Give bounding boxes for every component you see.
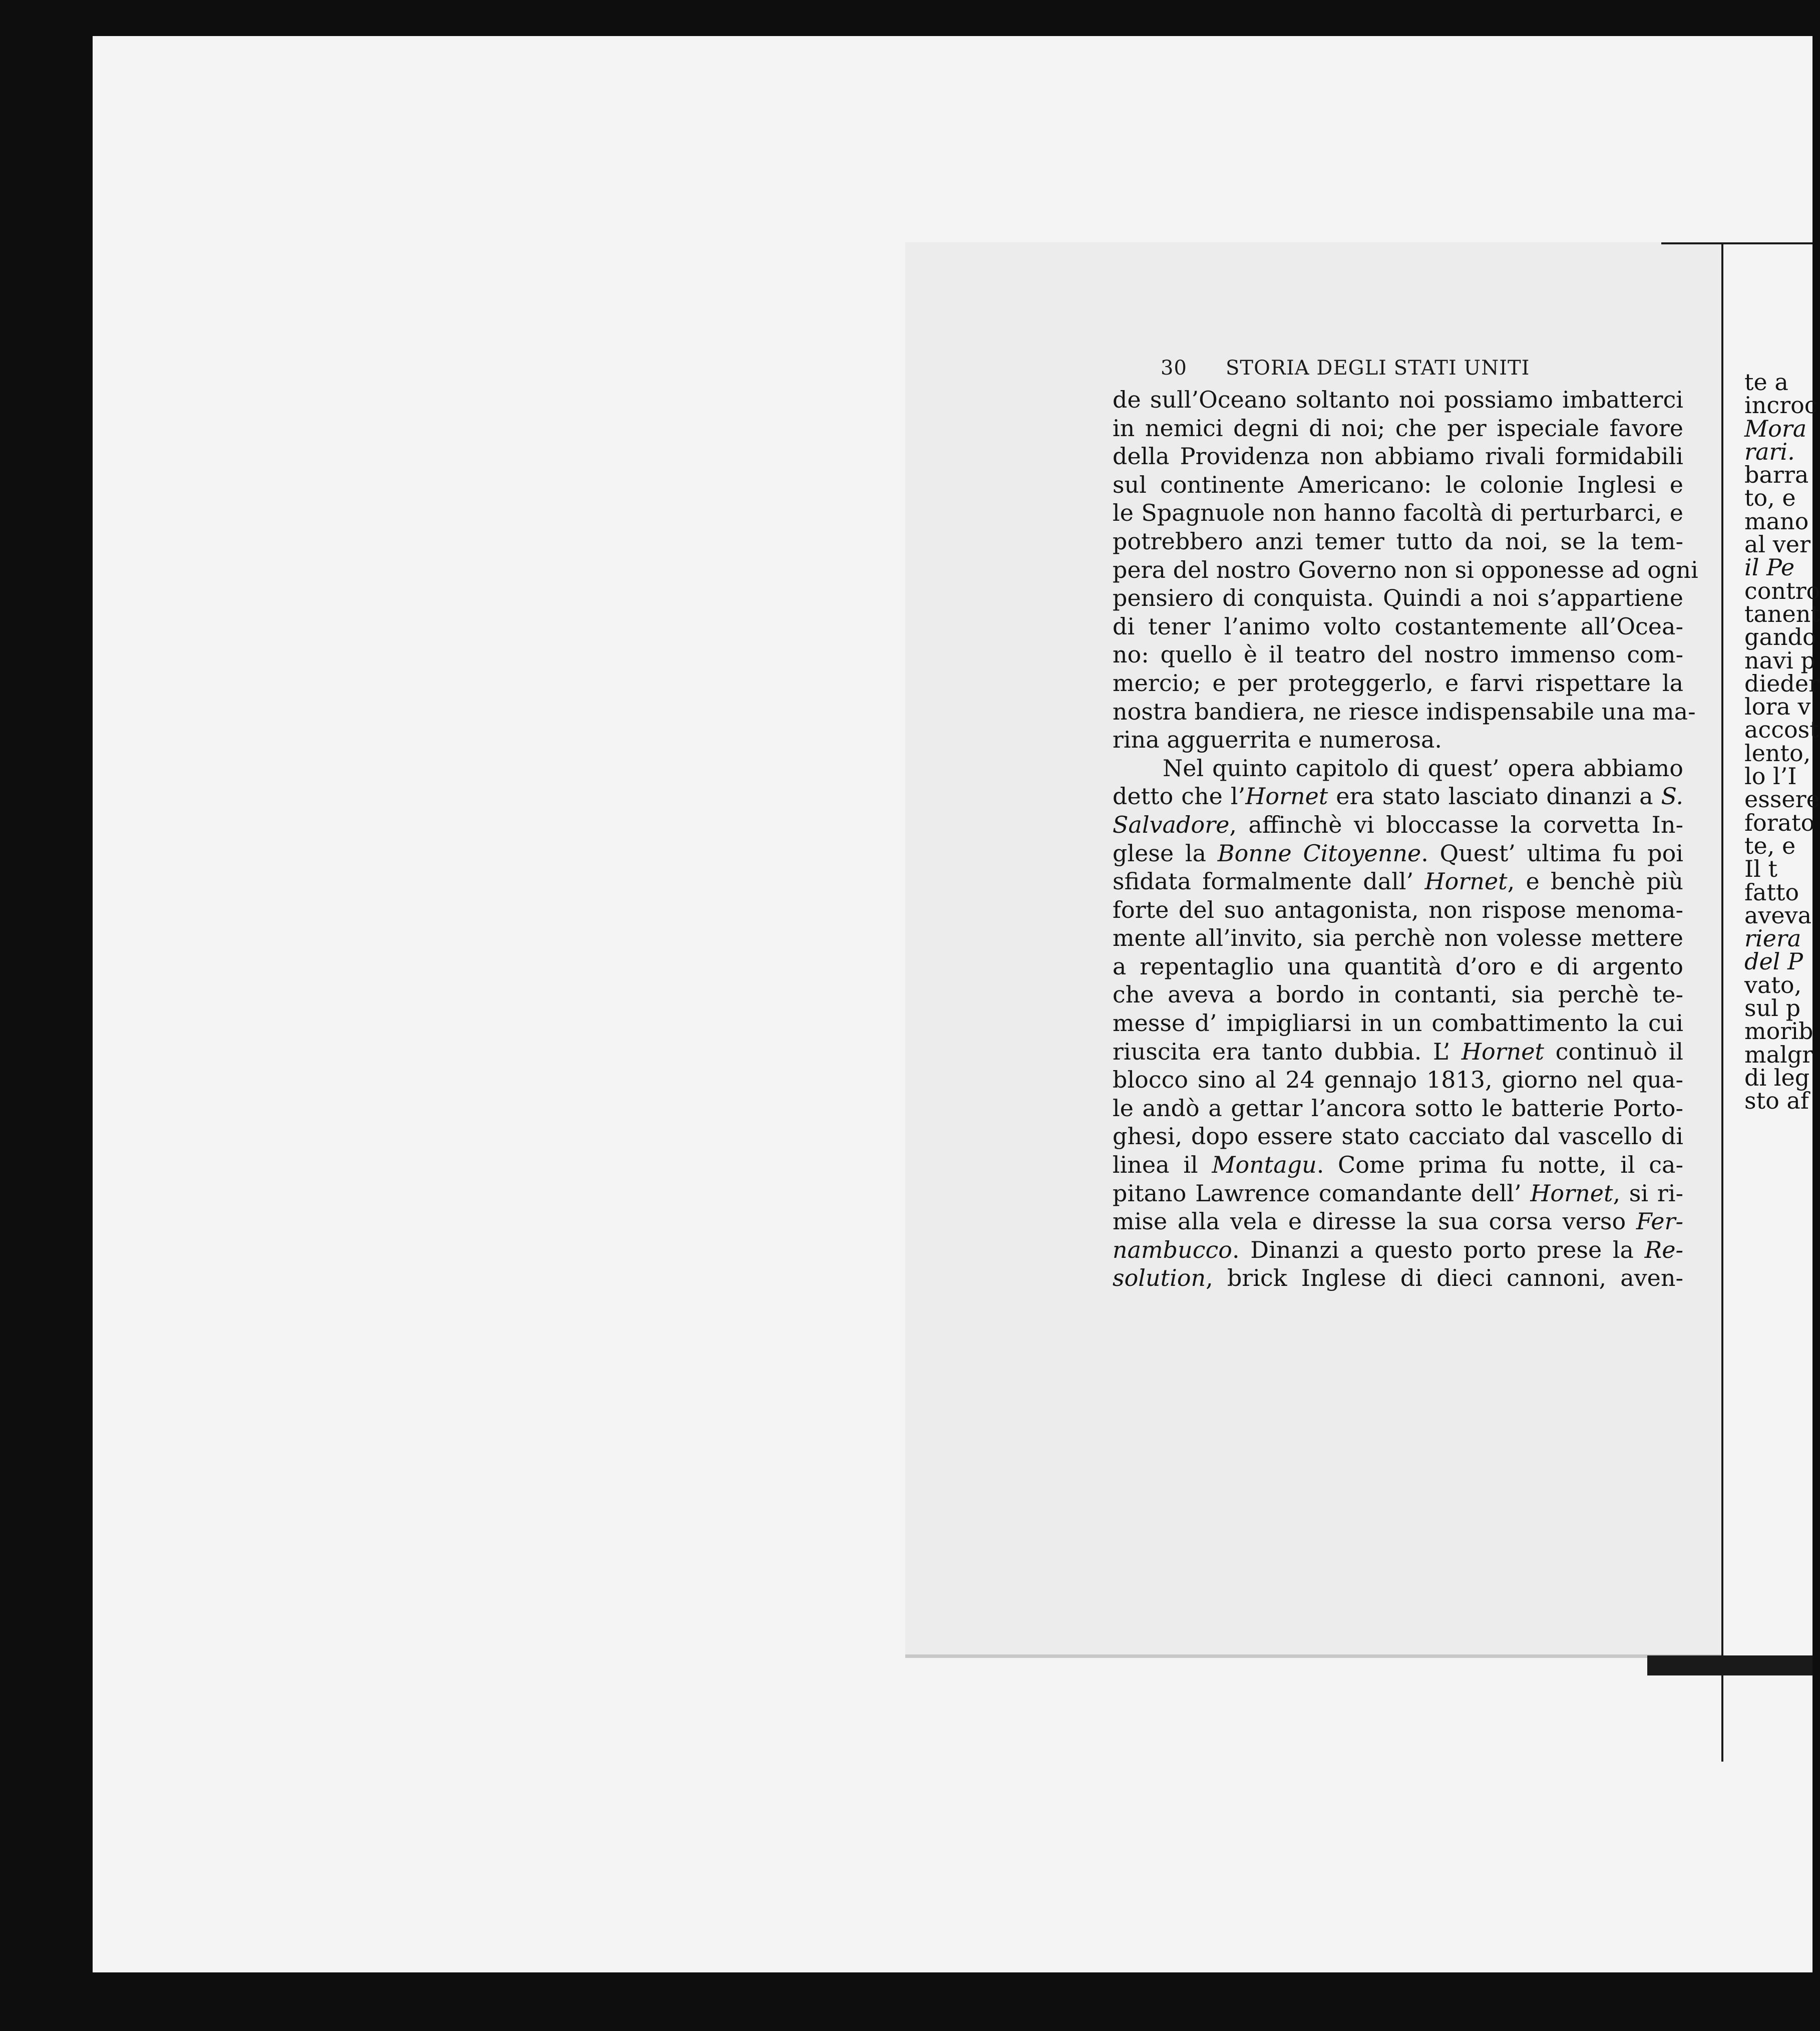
fragment-line: te a bbox=[1744, 369, 1788, 396]
running-title: STORIA DEGLI STATI UNITI bbox=[1226, 357, 1530, 380]
fragment-line: gando bbox=[1744, 623, 1816, 651]
text-line: ghesi, dopo essere stato cacciato dal vascello di bbox=[1113, 1123, 1683, 1150]
fragment-line: morib bbox=[1744, 1018, 1813, 1045]
fragment-line: tanent bbox=[1744, 600, 1820, 627]
fragment-line: Il t bbox=[1744, 855, 1777, 883]
text-line: glese la Bonne Citoyenne. Quest’ ultima fu poi bbox=[1113, 839, 1684, 867]
fragment-line: te, e bbox=[1744, 832, 1796, 859]
text-line: della Providenza non abbiamo rivali formidabili bbox=[1113, 443, 1683, 470]
text-line: mente all’invito, sia perchè non volesse mettere bbox=[1113, 924, 1683, 952]
text-line: linea il Montagu. Come prima fu notte, il ca- bbox=[1113, 1151, 1683, 1179]
text-line: pera del nostro Governo non si opponesse ad ogni bbox=[1113, 556, 1698, 583]
next-page-fragment bbox=[1744, 369, 1820, 1115]
text-line: solution, brick Inglese di dieci cannoni, aven- bbox=[1113, 1264, 1683, 1292]
fragment-line: Mora bbox=[1744, 415, 1807, 442]
page-number: 30 bbox=[1161, 357, 1187, 380]
text-line: che aveva a bordo in contanti, sia perchè te- bbox=[1113, 981, 1683, 1008]
body-text bbox=[1113, 386, 1698, 1292]
text-line: no: quello è il teatro del nostro immenso com- bbox=[1113, 641, 1683, 668]
text-line: Nel quinto capitolo di quest’ opera abbiamo bbox=[1163, 754, 1683, 782]
fragment-line: to, e bbox=[1744, 484, 1796, 512]
fragment-line: malgr bbox=[1744, 1041, 1813, 1068]
text-line: pensiero di conquista. Quindi a noi s’appartiene bbox=[1113, 584, 1683, 612]
fragment-line: vato, bbox=[1744, 971, 1802, 998]
text-line: nambucco. Dinanzi a questo porto prese la Re- bbox=[1113, 1236, 1683, 1263]
fragment-line: lento, bbox=[1744, 739, 1811, 767]
fragment-line: riera bbox=[1744, 925, 1801, 952]
text-line: mise alla vela e diresse la sua corsa verso Fer- bbox=[1113, 1208, 1683, 1235]
fragment-line: rari. bbox=[1744, 438, 1795, 465]
fragment-line: navi p bbox=[1744, 646, 1815, 674]
fragment-line: contro bbox=[1744, 577, 1820, 604]
text-line: di tener l’animo volto costantemente all’Ocea- bbox=[1113, 612, 1683, 640]
gutter-top-rule bbox=[1661, 242, 1812, 244]
text-line: le andò a gettar l’ancora sotto le batterie Porto- bbox=[1113, 1094, 1683, 1122]
fragment-line: il Pe bbox=[1744, 554, 1795, 581]
fragment-line: accost bbox=[1744, 716, 1819, 744]
fragment-line: di leg bbox=[1744, 1064, 1810, 1091]
text-line: blocco sino al 24 gennajo 1813, giorno nel qua- bbox=[1113, 1066, 1683, 1094]
text-line: potrebbero anzi temer tutto da noi, se la tem- bbox=[1113, 527, 1683, 555]
fragment-line: sul p bbox=[1744, 994, 1801, 1022]
fragment-line: fatto bbox=[1744, 878, 1799, 906]
fragment-line: mano bbox=[1744, 507, 1809, 535]
text-line: de sull’Oceano soltanto noi possiamo imbatterci bbox=[1113, 386, 1683, 413]
text-line: sul continente Americano: le colonie Inglesi e bbox=[1113, 471, 1683, 498]
text-line: in nemici degni di noi; che per ispeciale favore bbox=[1113, 414, 1683, 442]
fragment-line: barra bbox=[1744, 461, 1809, 489]
fragment-line: dieder bbox=[1744, 669, 1820, 697]
gutter-bottom-edge bbox=[1647, 1655, 1812, 1675]
fragment-line: aveva bbox=[1744, 901, 1812, 929]
fragment-line: forato bbox=[1744, 809, 1815, 836]
fragment-line: lora v bbox=[1744, 693, 1811, 721]
text-line: riuscita era tanto dubbia. L’ Hornet continuò il bbox=[1113, 1038, 1683, 1065]
fragment-line: al ver bbox=[1744, 531, 1810, 558]
fragment-line: lo l’I bbox=[1744, 763, 1797, 790]
book-gutter bbox=[1721, 244, 1723, 1762]
fragment-line: essere bbox=[1744, 786, 1820, 813]
fragment-line: sto af bbox=[1744, 1087, 1809, 1115]
text-line: a repentaglio una quantità d’oro e di argento bbox=[1113, 952, 1683, 980]
page-header bbox=[1161, 357, 1711, 380]
fragment-line: del P bbox=[1744, 948, 1803, 975]
text-line: pitano Lawrence comandante dell’ Hornet, si ri- bbox=[1113, 1179, 1683, 1207]
text-line: sfidata formalmente dall’ Hornet, e benchè più bbox=[1113, 868, 1684, 895]
fragment-line: incroc bbox=[1744, 392, 1817, 419]
text-line: le Spagnuole non hanno facoltà di perturbarci, e bbox=[1113, 499, 1683, 527]
text-line: forte del suo antagonista, non rispose menoma- bbox=[1113, 896, 1683, 923]
text-line: rina agguerrita e numerosa. bbox=[1113, 726, 1442, 754]
text-line: mercio; e per proteggerlo, e farvi rispettare la bbox=[1113, 669, 1683, 697]
text-line: detto che l’Hornet era stato lasciato dinanzi a S. bbox=[1113, 783, 1683, 810]
text-line: nostra bandiera, ne riesce indispensabile una ma- bbox=[1113, 698, 1696, 725]
text-line: Salvadore, affinchè vi bloccasse la corvetta In- bbox=[1113, 811, 1683, 838]
text-line: messe d’ impigliarsi in un combattimento la cui bbox=[1113, 1009, 1683, 1037]
